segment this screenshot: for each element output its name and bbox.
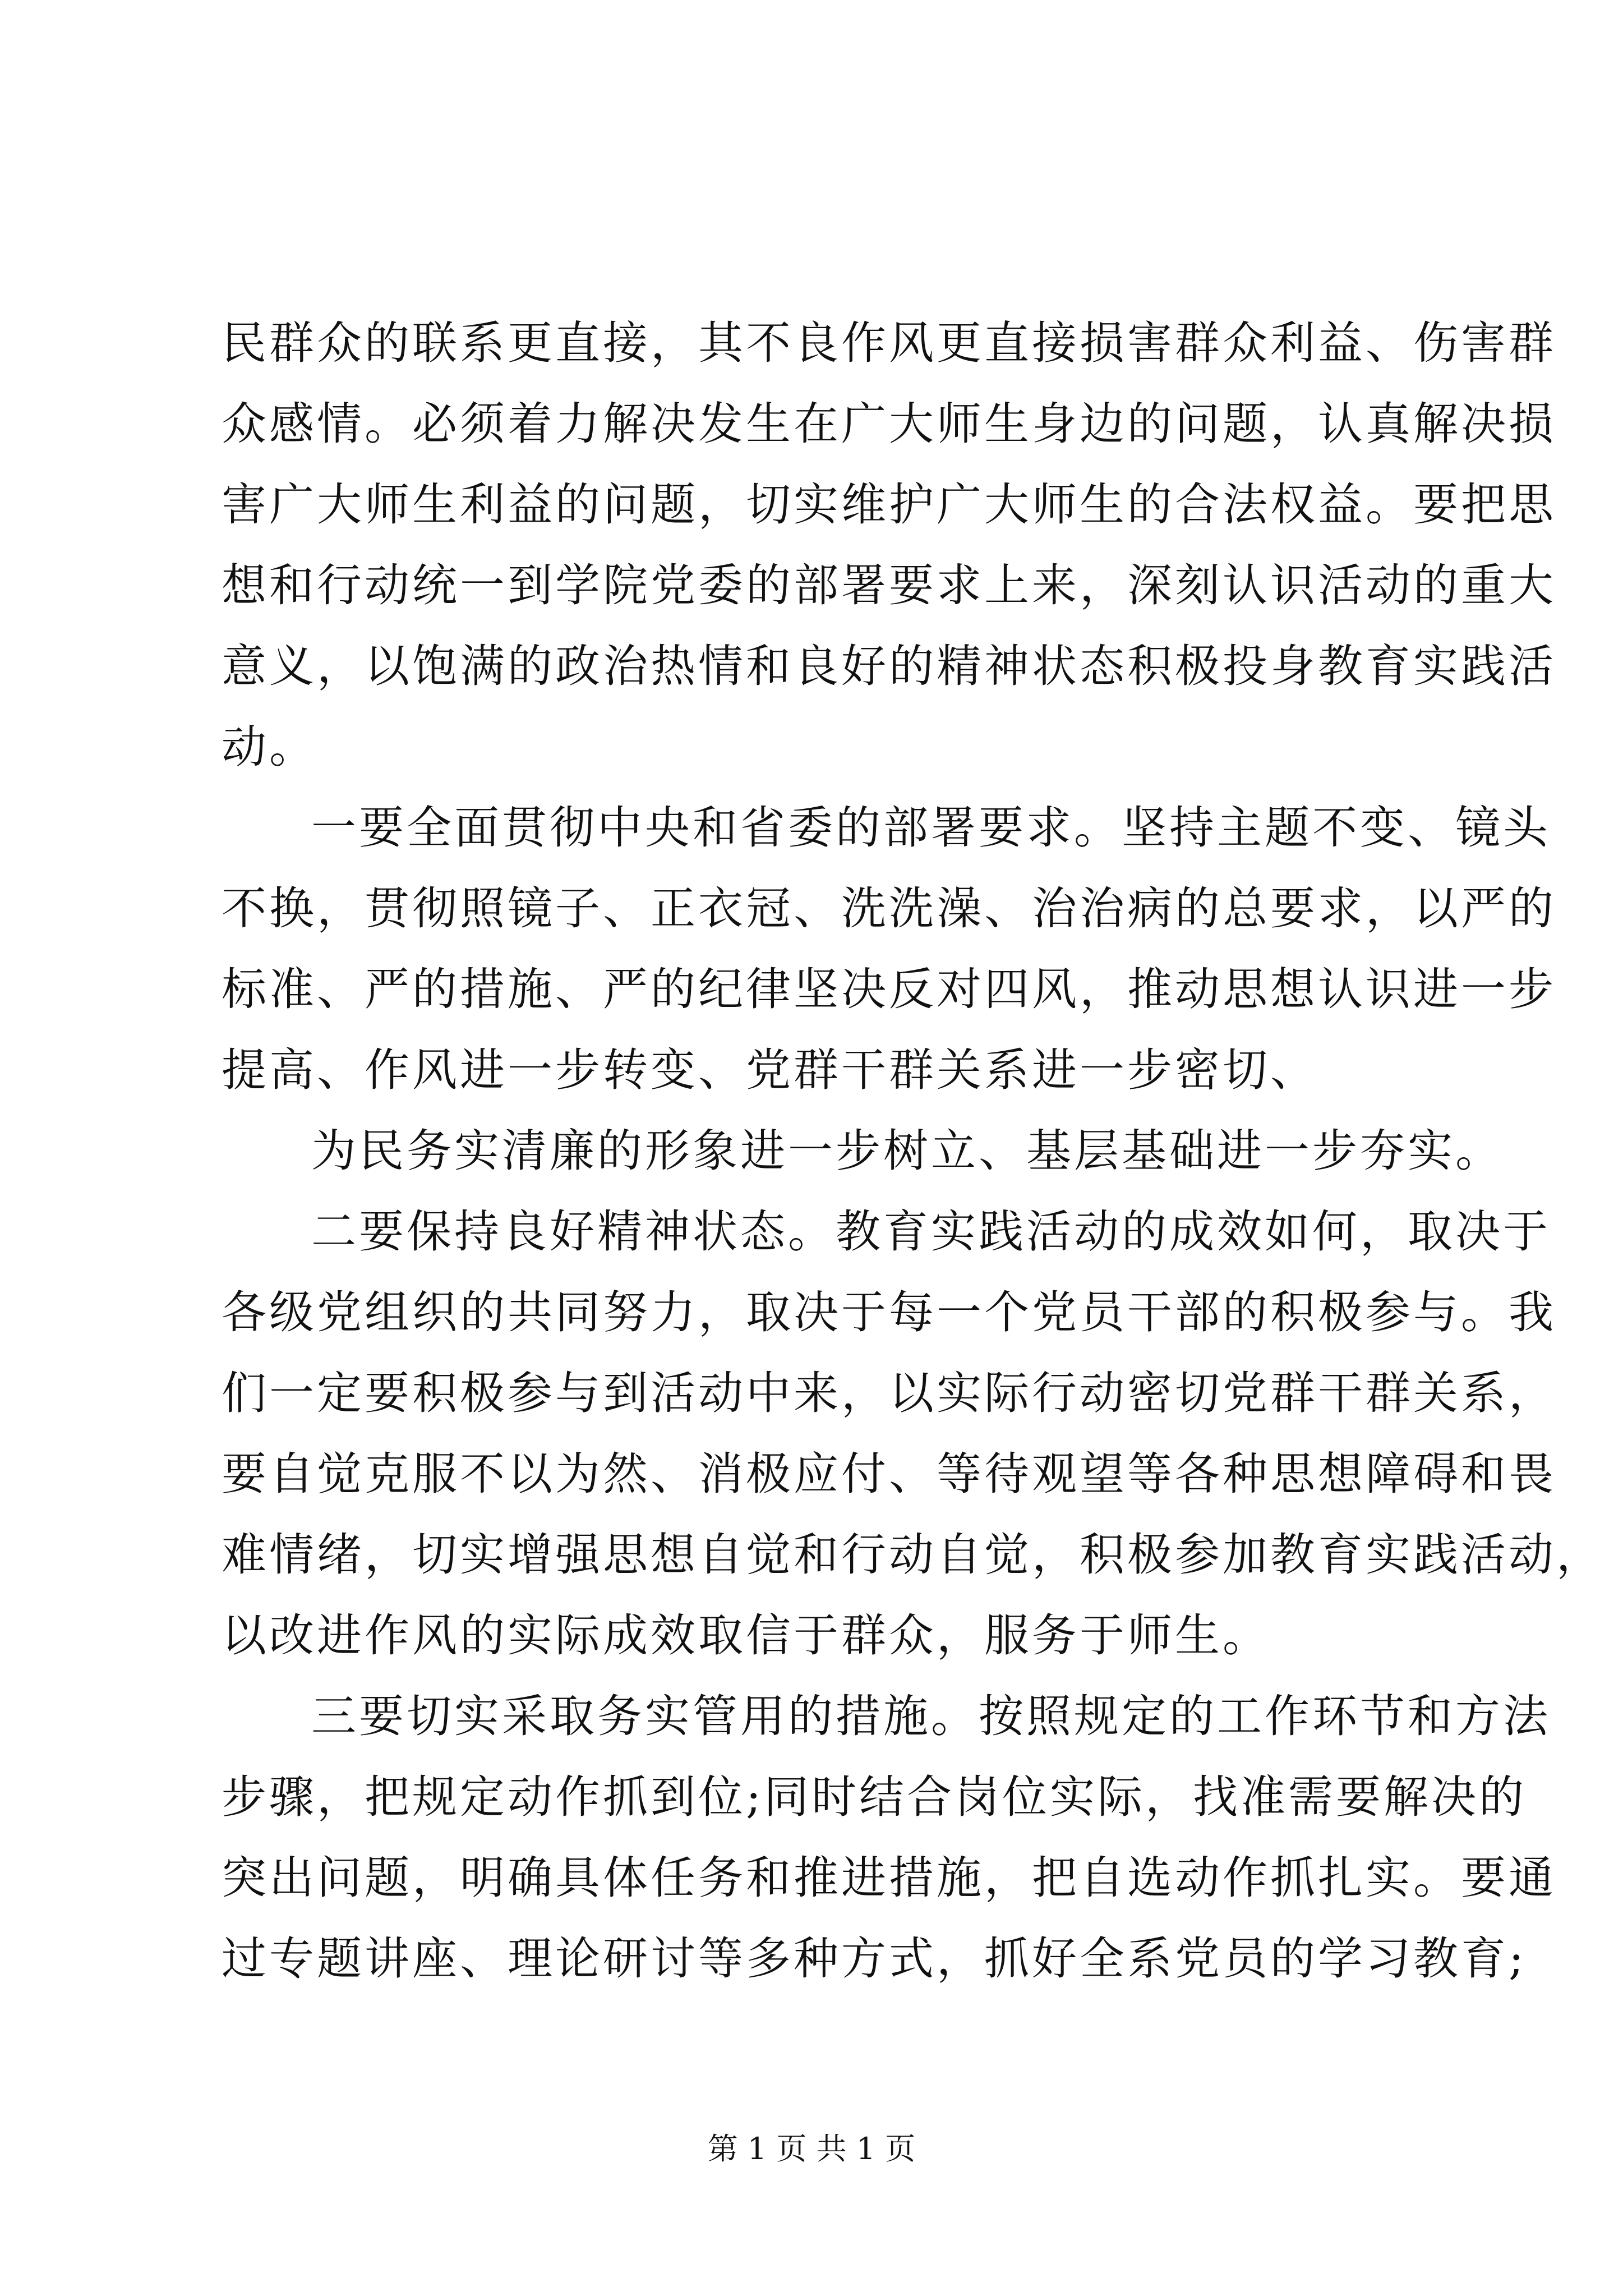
text-line: 意义，以饱满的政治热情和良好的精神状态积极投身教育实践活: [222, 640, 1556, 692]
text-line: 突出问题，明确具体任务和推进措施，把自选动作抓扎实。要通: [222, 1852, 1556, 1904]
text-line: 难情绪，切实增强思想自觉和行动自觉，积极参加教育实践活动，: [222, 1529, 1604, 1581]
text-line: 不换，贯彻照镜子、正衣冠、洗洗澡、治治病的总要求，以严的: [222, 882, 1556, 935]
text-line: 提高、作风进一步转变、党群干群关系进一步密切、: [222, 1044, 1318, 1096]
text-line: 众感情。必须着力解决发生在广大师生身边的问题，认真解决损: [222, 398, 1556, 450]
text-line: 动。: [222, 721, 317, 773]
text-line: 想和行动统一到学院党委的部署要求上来，深刻认识活动的重大: [222, 559, 1556, 611]
text-line: 们一定要积极参与到活动中来，以实际行动密切党群干群关系，: [222, 1367, 1556, 1419]
text-line: 民群众的联系更直接，其不良作风更直接损害群众利益、伤害群: [222, 317, 1556, 369]
paragraph-start-line: 二要保持良好精神状态。教育实践活动的成效如何，取决于: [311, 1205, 1551, 1258]
text-line: 以改进作风的实际成效取信于群众，服务于师生。: [222, 1609, 1270, 1662]
paragraph-start-line: 一要全面贯彻中央和省委的部署要求。坚持主题不变、镜头: [311, 802, 1551, 854]
text-line: 害广大师生利益的问题，切实维护广大师生的合法权益。要把思: [222, 478, 1556, 531]
text-line: 过专题讲座、理论研讨等多种方式，抓好全系党员的学习教育;: [222, 1932, 1527, 1985]
paragraph-start-line: 为民务实清廉的形象进一步树立、基层基础进一步夯实。: [311, 1125, 1503, 1177]
text-line: 各级党组织的共同努力，取决于每一个党员干部的积极参与。我: [222, 1286, 1556, 1338]
text-line: 步骤，把规定动作抓到位;同时结合岗位实际，找准需要解决的: [222, 1771, 1527, 1823]
page-number-footer: 第 1 页 共 1 页: [707, 2131, 916, 2166]
text-line: 要自觉克服不以为然、消极应付、等待观望等各种思想障碍和畏: [222, 1448, 1556, 1500]
text-line: 标准、严的措施、严的纪律坚决反对四风，推动思想认识进一步: [222, 963, 1556, 1015]
document-body: [222, 303, 1604, 1999]
paragraph-start-line: 三要切实采取务实管用的措施。按照规定的工作环节和方法: [311, 1690, 1551, 1742]
